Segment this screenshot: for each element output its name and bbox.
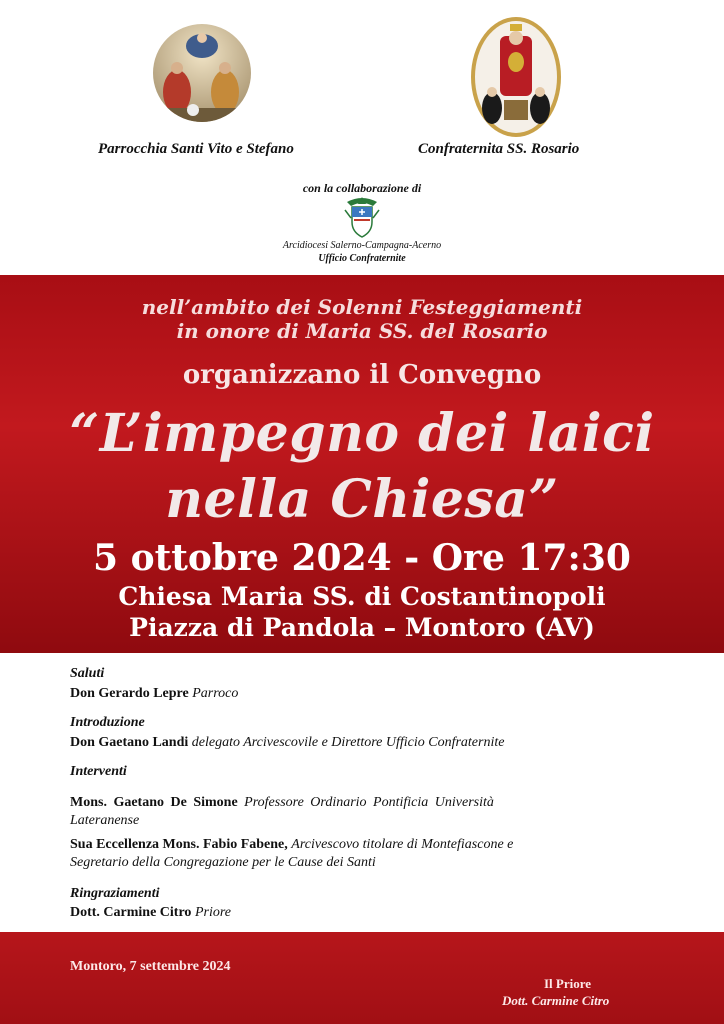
event-location: Piazza di Pandola – Montoro (AV)	[129, 613, 595, 642]
header-section	[0, 0, 724, 275]
intro-name: Don Gaetano Landi	[70, 735, 189, 750]
speaker-2-entry	[70, 836, 660, 854]
speaker-2-role-cont: Segretario della Congregazione per le Cause dei Santi	[70, 855, 376, 870]
thanks-heading: Ringraziamenti	[70, 886, 160, 901]
speaker-1-role-cont: Lateranense	[70, 813, 140, 828]
thanks-entry	[70, 904, 660, 922]
speakers-heading: Interventi	[70, 764, 127, 779]
collaboration-text: con la collaborazione di	[302, 181, 422, 195]
conference-title-line-1: “L’impegno dei laici	[69, 403, 655, 464]
diocese-crest-icon	[343, 196, 381, 238]
speaker-2-role: Arcivescovo titolare di Montefiascone e	[291, 837, 514, 852]
speaker-1-name: Mons. Gaetano De Simone	[70, 795, 238, 810]
greetings-heading: Saluti	[70, 666, 105, 681]
office-name: Ufficio Confraternite	[318, 253, 406, 264]
diocese-name: Arcidiocesi Salerno-Campagna-Acerno	[282, 240, 442, 251]
speaker-2-entry-cont	[70, 854, 660, 872]
parish-name: Parrocchia Santi Vito e Stefano	[98, 141, 294, 157]
thanks-name: Dott. Carmine Citro	[70, 905, 192, 920]
greetings-entry	[70, 685, 660, 703]
greetings-role: Parroco	[192, 686, 239, 701]
signer-title: Il Priore	[544, 976, 592, 991]
thanks-role: Priore	[194, 905, 231, 920]
banner-organize-text: organizzano il Convegno	[182, 360, 542, 390]
event-date-time: 5 ottobre 2024 - Ore 17:30	[93, 537, 631, 579]
signer-name: Dott. Carmine Citro	[502, 993, 610, 1008]
place-date: Montoro, 7 settembre 2024	[70, 959, 231, 974]
event-banner	[0, 275, 724, 653]
intro-heading: Introduzione	[70, 715, 145, 730]
confraternity-name: Confraternita SS. Rosario	[418, 141, 580, 157]
banner-context-line-2: in onore di Maria SS. del Rosario	[176, 319, 548, 343]
event-venue: Chiesa Maria SS. di Costantinopoli	[118, 582, 606, 611]
intro-role: delegato Arcivescovile e Direttore Ufficio Confraternite	[191, 735, 505, 750]
speaker-1-entry-cont	[70, 812, 660, 830]
banner-context-line-1: nell’ambito dei Solenni Festeggiamenti	[141, 295, 583, 319]
speaker-1-entry	[70, 794, 660, 812]
speaker-2-name: Sua Eccellenza Mons. Fabio Fabene,	[70, 837, 288, 852]
speaker-1-role: Professore Ordinario Pontificia Università	[244, 795, 494, 810]
footer-band	[0, 932, 724, 1024]
conference-title-line-2: nella Chiesa”	[165, 469, 559, 530]
parish-painting-image	[153, 24, 251, 122]
intro-entry	[70, 734, 660, 752]
greetings-name: Don Gerardo Lepre	[70, 686, 189, 701]
madonna-rosary-image	[470, 16, 562, 138]
